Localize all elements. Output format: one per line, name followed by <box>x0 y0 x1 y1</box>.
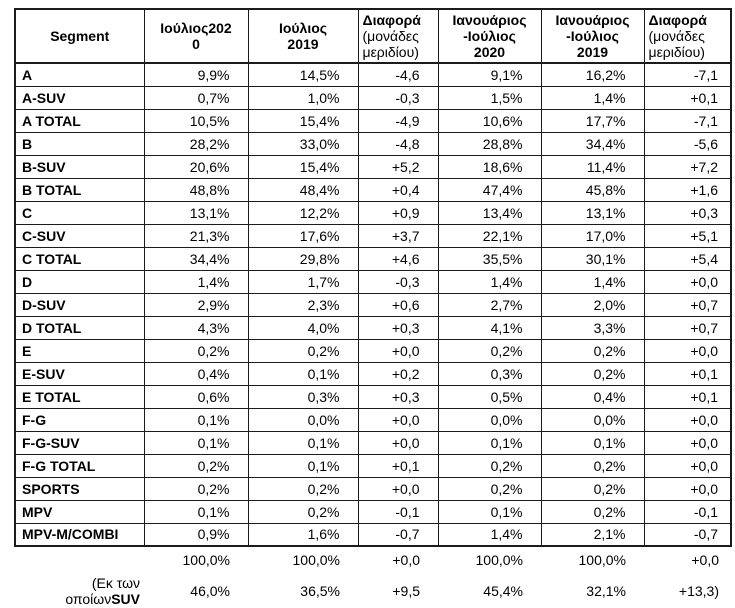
value-cell-col7: +0,7 <box>644 293 731 316</box>
value-cell-col5: 22,1% <box>438 224 541 247</box>
value-cell-col7: +0,7 <box>644 316 731 339</box>
segment-cell: C-SUV <box>15 224 144 247</box>
value-cell-col6: 2,1% <box>541 523 644 546</box>
value-cell-col6: 0,2% <box>541 362 644 385</box>
value-cell-col4: +0,1 <box>358 454 438 477</box>
value-cell-col3: 29,8% <box>248 247 358 270</box>
value-cell-col2: 48,8% <box>144 178 248 201</box>
table-row-a <box>15 63 731 86</box>
header-cell-col5: Ιανουάριος -Ιούλιος 2020 <box>438 9 541 63</box>
value-cell-col3: 1,6% <box>248 523 358 546</box>
value-cell-col6: 0,2% <box>541 477 644 500</box>
table-row-a-total <box>15 109 731 132</box>
table-row-f-g <box>15 408 731 431</box>
value-cell-col2: 0,9% <box>144 523 248 546</box>
value-cell-col7: -0,1 <box>644 500 731 523</box>
segment-cell: E <box>15 339 144 362</box>
value-cell-col5: 1,4% <box>438 523 541 546</box>
value-cell-col5: 0,2% <box>438 454 541 477</box>
segment-cell: A <box>15 63 144 86</box>
value-cell-col6: 1,4% <box>541 86 644 109</box>
total-value-cell-col5: 100,0% <box>475 552 523 568</box>
segment-cell: B TOTAL <box>15 178 144 201</box>
value-cell-col3: 0,1% <box>248 454 358 477</box>
value-cell-col2: 0,7% <box>144 86 248 109</box>
value-cell-col7: +0,0 <box>644 431 731 454</box>
value-cell-col5: 2,7% <box>438 293 541 316</box>
segment-cell: B <box>15 132 144 155</box>
segment-cell: F-G-SUV <box>15 431 144 454</box>
value-cell-col2: 0,2% <box>144 477 248 500</box>
value-cell-col2: 0,4% <box>144 362 248 385</box>
value-cell-col5: 10,6% <box>438 109 541 132</box>
value-cell-col5: 0,2% <box>438 339 541 362</box>
value-cell-col2: 4,3% <box>144 316 248 339</box>
segment-cell: D TOTAL <box>15 316 144 339</box>
value-cell-col3: 0,3% <box>248 385 358 408</box>
of-which-suv-row <box>15 573 731 608</box>
header-row <box>15 9 731 63</box>
value-cell-col6: 30,1% <box>541 247 644 270</box>
value-cell-col4: +0,6 <box>358 293 438 316</box>
value-cell-col4: +0,0 <box>358 408 438 431</box>
table-row-sports <box>15 477 731 500</box>
value-cell-col5: 18,6% <box>438 155 541 178</box>
table-row-b <box>15 132 731 155</box>
value-cell-col5: 0,0% <box>438 408 541 431</box>
value-cell-col7: +0,0 <box>644 477 731 500</box>
value-cell-col4: +0,0 <box>358 431 438 454</box>
value-cell-col5: 28,8% <box>438 132 541 155</box>
suv-value-cell-col2: 46,0% <box>190 582 230 599</box>
value-cell-col2: 0,1% <box>144 500 248 523</box>
header-cell-col4: Διαφορά (μονάδες μεριδίου) <box>358 9 438 63</box>
table-header <box>15 9 731 63</box>
value-cell-col5: 1,4% <box>438 270 541 293</box>
segment-cell: C TOTAL <box>15 247 144 270</box>
value-cell-col7: +5,1 <box>644 224 731 247</box>
value-cell-col4: -0,3 <box>358 270 438 293</box>
value-cell-col6: 13,1% <box>541 201 644 224</box>
table-row-e <box>15 339 731 362</box>
value-cell-col2: 0,2% <box>144 339 248 362</box>
total-row <box>15 546 731 573</box>
table-row-d <box>15 270 731 293</box>
value-cell-col3: 4,0% <box>248 316 358 339</box>
segment-cell: D-SUV <box>15 293 144 316</box>
value-cell-col3: 15,4% <box>248 155 358 178</box>
value-cell-col2: 2,9% <box>144 293 248 316</box>
segment-cell: D <box>15 270 144 293</box>
value-cell-col3: 1,7% <box>248 270 358 293</box>
value-cell-col4: +0,2 <box>358 362 438 385</box>
table-row-d-total <box>15 316 731 339</box>
value-cell-col7: +0,0 <box>644 454 731 477</box>
segment-share-table <box>14 8 732 608</box>
segment-cell: SPORTS <box>15 477 144 500</box>
value-cell-col3: 17,6% <box>248 224 358 247</box>
value-cell-col4: +4,6 <box>358 247 438 270</box>
value-cell-col7: +0,3 <box>644 201 731 224</box>
value-cell-col2: 0,2% <box>144 454 248 477</box>
value-cell-col3: 0,2% <box>248 500 358 523</box>
segment-cell: MPV <box>15 500 144 523</box>
value-cell-col3: 12,2% <box>248 201 358 224</box>
value-cell-col6: 0,2% <box>541 454 644 477</box>
segment-cell: E-SUV <box>15 362 144 385</box>
table-row-d-suv <box>15 293 731 316</box>
value-cell-col3: 1,0% <box>248 86 358 109</box>
value-cell-col3: 0,0% <box>248 408 358 431</box>
value-cell-col2: 9,9% <box>144 63 248 86</box>
table-row-b-total <box>15 178 731 201</box>
value-cell-col2: 0,1% <box>144 408 248 431</box>
value-cell-col7: +1,6 <box>644 178 731 201</box>
value-cell-col7: -5,6 <box>644 132 731 155</box>
total-value-cell-col7: +0,0 <box>691 552 719 568</box>
total-value-cell-col4: +0,0 <box>392 552 420 568</box>
segment-cell: B-SUV <box>15 155 144 178</box>
value-cell-col3: 0,1% <box>248 362 358 385</box>
value-cell-col6: 34,4% <box>541 132 644 155</box>
total-row-empty-cell <box>15 546 144 573</box>
value-cell-col3: 2,3% <box>248 293 358 316</box>
value-cell-col4: +0,4 <box>358 178 438 201</box>
value-cell-col4: +0,0 <box>358 477 438 500</box>
value-cell-col2: 1,4% <box>144 270 248 293</box>
value-cell-col4: -0,3 <box>358 86 438 109</box>
value-cell-col2: 0,1% <box>144 431 248 454</box>
value-cell-col5: 4,1% <box>438 316 541 339</box>
value-cell-col4: -0,1 <box>358 500 438 523</box>
value-cell-col4: +5,2 <box>358 155 438 178</box>
value-cell-col7: +0,1 <box>644 385 731 408</box>
value-cell-col5: 0,3% <box>438 362 541 385</box>
header-cell-col7: Διαφορά (μονάδες μεριδίου) <box>644 9 731 63</box>
suv-value-cell-col6: 32,1% <box>586 582 626 599</box>
value-cell-col6: 17,0% <box>541 224 644 247</box>
value-cell-col6: 1,4% <box>541 270 644 293</box>
value-cell-col6: 17,7% <box>541 109 644 132</box>
suv-value-cell-col4: +9,5 <box>392 582 420 599</box>
table-row-e-total <box>15 385 731 408</box>
table-row-mpv-m-combi <box>15 523 731 546</box>
value-cell-col7: +5,4 <box>644 247 731 270</box>
total-value-cell-col2: 100,0% <box>182 552 230 568</box>
value-cell-col3: 14,5% <box>248 63 358 86</box>
table-row-mpv <box>15 500 731 523</box>
value-cell-col2: 10,5% <box>144 109 248 132</box>
value-cell-col5: 0,1% <box>438 431 541 454</box>
segment-cell: F-G <box>15 408 144 431</box>
value-cell-col7: -7,1 <box>644 63 731 86</box>
value-cell-col2: 13,1% <box>144 201 248 224</box>
header-cell-col6: Ιανουάριος -Ιούλιος 2019 <box>541 9 644 63</box>
value-cell-col4: +0,9 <box>358 201 438 224</box>
header-cell-col3: Ιούλιος 2019 <box>248 9 358 63</box>
value-cell-col3: 33,0% <box>248 132 358 155</box>
value-cell-col7: -7,1 <box>644 109 731 132</box>
value-cell-col5: 1,5% <box>438 86 541 109</box>
value-cell-col4: +0,0 <box>358 339 438 362</box>
value-cell-col2: 34,4% <box>144 247 248 270</box>
table-row-c-suv <box>15 224 731 247</box>
value-cell-col3: 0,1% <box>248 431 358 454</box>
value-cell-col3: 15,4% <box>248 109 358 132</box>
value-cell-col6: 0,2% <box>541 339 644 362</box>
value-cell-col3: 48,4% <box>248 178 358 201</box>
value-cell-col7: +0,0 <box>644 408 731 431</box>
value-cell-col3: 0,2% <box>248 339 358 362</box>
suv-value-cell-col5: 45,4% <box>483 582 523 599</box>
total-value-cell-col6: 100,0% <box>578 552 626 568</box>
segment-share-table-wrap <box>14 8 732 608</box>
value-cell-col6: 0,4% <box>541 385 644 408</box>
value-cell-col6: 3,3% <box>541 316 644 339</box>
header-cell-col1: Segment <box>15 9 144 63</box>
value-cell-col5: 13,4% <box>438 201 541 224</box>
segment-cell: A-SUV <box>15 86 144 109</box>
value-cell-col6: 2,0% <box>541 293 644 316</box>
value-cell-col4: +0,3 <box>358 385 438 408</box>
value-cell-col2: 28,2% <box>144 132 248 155</box>
value-cell-col4: -4,9 <box>358 109 438 132</box>
suv-value-cell-col3: 36,5% <box>300 582 340 599</box>
table-row-c <box>15 201 731 224</box>
segment-cell: E TOTAL <box>15 385 144 408</box>
table-row-f-g-suv <box>15 431 731 454</box>
table-row-e-suv <box>15 362 731 385</box>
value-cell-col7: -0,7 <box>644 523 731 546</box>
value-cell-col6: 0,1% <box>541 431 644 454</box>
value-cell-col6: 16,2% <box>541 63 644 86</box>
suv-value-cell-col7: +13,3) <box>678 582 719 599</box>
segment-cell: A TOTAL <box>15 109 144 132</box>
value-cell-col7: +7,2 <box>644 155 731 178</box>
of-which-suv-label: (Εκ των οποίωνSUV <box>65 574 140 607</box>
value-cell-col6: 0,2% <box>541 500 644 523</box>
segment-cell: F-G TOTAL <box>15 454 144 477</box>
value-cell-col5: 0,2% <box>438 477 541 500</box>
value-cell-col7: +0,0 <box>644 339 731 362</box>
value-cell-col5: 0,5% <box>438 385 541 408</box>
segment-cell: C <box>15 201 144 224</box>
value-cell-col6: 45,8% <box>541 178 644 201</box>
value-cell-col7: +0,1 <box>644 362 731 385</box>
value-cell-col4: -4,6 <box>358 63 438 86</box>
value-cell-col7: +0,1 <box>644 86 731 109</box>
value-cell-col2: 20,6% <box>144 155 248 178</box>
table-row-b-suv <box>15 155 731 178</box>
value-cell-col5: 47,4% <box>438 178 541 201</box>
value-cell-col5: 0,1% <box>438 500 541 523</box>
value-cell-col2: 0,6% <box>144 385 248 408</box>
table-row-a-suv <box>15 86 731 109</box>
value-cell-col4: +3,7 <box>358 224 438 247</box>
value-cell-col5: 35,5% <box>438 247 541 270</box>
header-cell-col2: Ιούλιος202 0 <box>144 9 248 63</box>
value-cell-col3: 0,2% <box>248 477 358 500</box>
value-cell-col4: -0,7 <box>358 523 438 546</box>
total-value-cell-col3: 100,0% <box>292 552 340 568</box>
value-cell-col4: +0,3 <box>358 316 438 339</box>
table-row-c-total <box>15 247 731 270</box>
value-cell-col6: 0,0% <box>541 408 644 431</box>
value-cell-col2: 21,3% <box>144 224 248 247</box>
value-cell-col6: 11,4% <box>541 155 644 178</box>
value-cell-col5: 9,1% <box>438 63 541 86</box>
table-row-f-g-total <box>15 454 731 477</box>
value-cell-col7: +0,0 <box>644 270 731 293</box>
segment-cell: MPV-M/COMBI <box>15 523 144 546</box>
value-cell-col4: -4,8 <box>358 132 438 155</box>
